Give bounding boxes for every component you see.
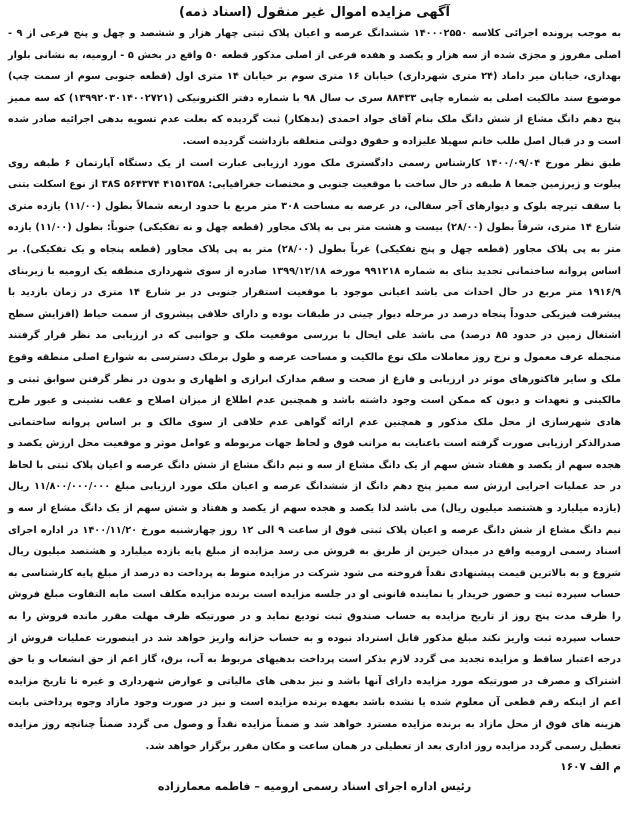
reference-number: م الف ۱۶۰۷ [560, 761, 621, 774]
signature-line: رئیس اداره اجرای اسناد رسمی ارومیه – فاطمه معمارزاده [157, 780, 472, 794]
notice-paragraph-1: به موجب پرونده اجرائی کلاسه ۱۴۰۰۰۲۵۵۰ ششدانگ عرصه و اعیان پلاک ثبتی چهار هزار و ششصد و چهل و پنج فرعی از ۹ - اصلی مفروز و مجزی شده از سه هزار و یکصد و هفده فرعی از اصلی مذکور قطعه ۵۰ واقع در بخش ۵ - ارومیه، به نشانی بلوار بهداری، خیابان میر داماد (۲۴ متری شهرداری) خیابان ۱۶ متری سوم بر خیابان ۱۴ متری اول (قطعه جنوبی سوم از سمت چپ) موضوع سند مالکیت اصلی به شماره چاپی ۸۸۴۳۳ سری ب سال ۹۸ با شماره دفتر الکترونیکی (۱۳۹۹۲۰۳۰۱۴۰۰۲۷۲۱) که سه ممیز پنج دهم دانگ مشاع از شش دانگ ملک بنام آقای جواد احمدی (بدهکار) ثبت گردیده که بعلت عدم تسویه بدهی اجرائیه صادر شده است و در قبال اصل طلب خانم سهیلا علیزاده و حقوق دولتی متعلقه بازداشت گردیده است. [8, 28, 621, 147]
notice-title: آگهی مزایده اموال غیر منقول (اسناد ذمه) [179, 5, 450, 20]
notice-paragraph-2: طبق نظر مورخ ۱۴۰۰/۰۹/۰۴ کارشناس رسمی دادگستری ملک مورد ارزیابی عبارت است از یک دستگاه آپارتمان ۶ طبقه روی پیلوت و زیرزمین جمعا ۸ طبقه در حال ساخت با موقعیت جنوبی و مختصات جغرافیایی: ۳۸S ۵۶۴۳۷۴ ۴۱۵۱۳۵۸ از نوع اسکلت بتنی با سقف تیرچه بلوک و دیوارهای آجر سفالی، در عرصه به مساحت ۳۰۸ متر مربع با حدود اربعه شمالاً بطول (۱۱/۰۰) یازده متری شارع ۱۴ متری، شرقاً بطول (۲۸/۰۰) بیست و هشت متر بی به پلاک مجاور (قطعه چهل و نه تفکیکی) جنوباً: بطول (۱۱/۰۰) یازده متر به پی پلاک مجاور (قطعه چهل و پنج تفکیکی) غرباً بطول (۲۸/۰۰) متر به پی پلاک مجاور (قطعه پنجاه و یک تفکیکی). بر اساس پروانه ساختمانی تجدید بنای به شماره ۹۹۱۲۱۸ مورخه ۱۳۹۹/۱۲/۱۸ صادره از سوی شهرداری منطقه یک ارومیه با زیربنای ۱۹۱۶/۹ متر مربع در حال احداث می باشد اعیانی موجود با موقعیت استقرار جنوبی در بر شارع ۱۴ متری در زمان بازدید با پیشرفت فیزیکی حدوداً پنجاه درصد در مرحله دیوار چینی در طبقات بوده و دارای خلافی پیشروی از سمت حیاط (افزایش سطح اشتغال زمین در حدود ۸۵ درصد) می باشد علی ایحال با بررسی موقعیت ملک و جوانبی که در ارزیابی مد نظر قرار گرفتند منجمله عرف معمول و نرخ روز معاملات ملک نوع مالکیت و مساحت عرصه و طول برملک دسترسی به شوارع اصلی منطقه وقوع ملک و سایر فاکتورهای موثر در ارزیابی و فارغ از صحت و سقم مدارک ابرازی و اظهاری و بدون در نظر گرفتن سوابق ثبتی و مالکیتی و تعهدات و دیون که ممکن است وجود داشته باشد و همچنین عدم اطلاع از میزان اصلاح و عقب نشینی و عبور طرح هادی شهرسازی از محل ملک مذکور و همچنین عدم ارائه گواهی عدم خلافی از سوی مالک و بر اساس پروانه ساختمانی صدرالذکر ارزیابی صورت گرفته است باعنایت به مراتب فوق و لحاظ جهات مربوطه و عوامل موثر و موقعیت محل ارزش یکصد و هجده سهم از یکصد و هفتاد شش سهم از یک دانگ مشاع از سه و نیم دانگ مشاع از شش دانگ عرصه و اعیان پلاک ثبتی با لحاظ در حد عملیات اجرایی ارزش سه ممیز پنج دهم دانگ از ششدانگ عرصه و اعیان ملک مورد ارزیابی مبلغ ۱۱/۸۰۰/۰۰۰/۰۰۰ ریال (یازده میلیارد و هشتصد میلیون ریال) می باشد لذا یکصد و هجده سهم از یکصد و هفتاد و شش سهم از یک دانگ مشاع از سه و نیم دانگ مشاع از شش دانگ عرصه و اعیان پلاک ثبتی فوق از ساعت ۹ الی ۱۲ روز چهارشنبه مورخ ۱۴۰۰/۱۱/۲۰ در اداره اجرای اسناد رسمی ارومیه واقع در میدان خیرین از طریق به فروش می رسد مزایده از مبلغ پایه یازده میلیارد و هشتصد میلیون ریال شروع و به بالاترین قیمت پیشنهادی نقداً فروخته می شود شرکت در مزایده منوط به پرداخت ده درصد از مبلغ پایه کارشناسی به حساب سپرده ثبت و حضور خریدار یا نماینده قانونی او در جلسه مزایده است برنده مزایده مکلف است مابه التفاوت مبلغ فروش را ظرف مدت پنج روز از تاریخ مزایده به حساب صندوق ثبت تودیع نماید و در صورتیکه ظرف مهلت مقرر مانده فروش را به حساب سپرده ثبت واریز نکند مبلغ مذکور قابل استرداد نبوده و به حساب خزانه واریز خواهد شد در اینصورت عملیات فروش از درجه اعتبار ساقط و مزایده تجدید می گردد لازم بذکر است پرداخت بدهیهای مربوط به آب، برق، گاز اعم از حق انشعاب و یا حق اشتراک و مصرف در صورتیکه مورد مزایده دارای آنها باشد و نیز بدهی های مالیاتی و عوارض شهرداری و غیره تا تاریخ مزایده اعم از اینکه رقم قطعی آن معلوم شده یا نشده باشد بعهده برنده مزایده است و نیز در صورت وجود مازاد وجوه پرداختی بابت هزینه های فوق از محل مازاد به برنده مزایده مسترد خواهد شد و ضمناً مزایده نقداً و وصول می گردد ضمناً چنانچه روز مزایده تعطیل رسمی گردد مزایده روز اداری بعد از تعطیلی در همان ساعت و مکان مقرر برگزار خواهد شد. [8, 157, 622, 752]
